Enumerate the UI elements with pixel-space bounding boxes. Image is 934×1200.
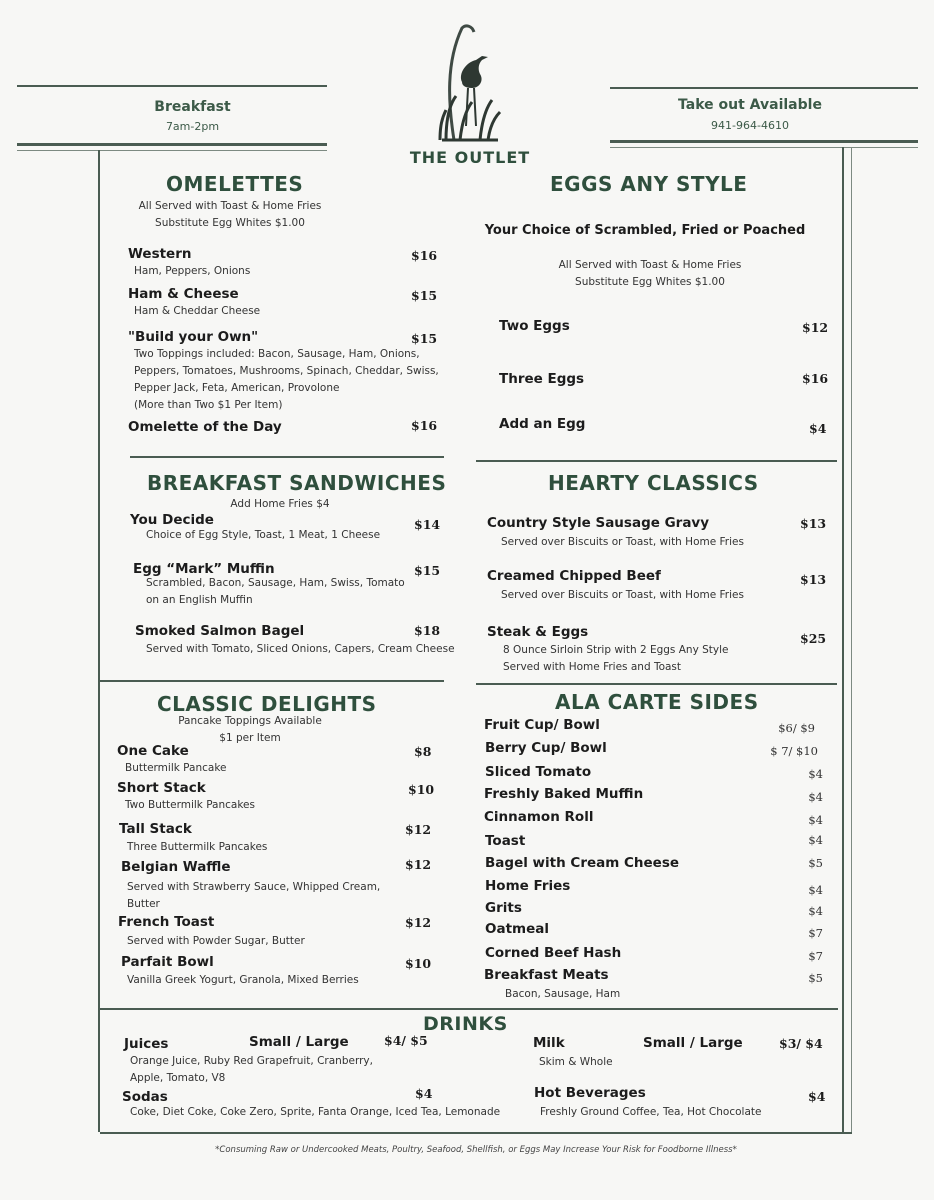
omelettes-note-2: Substitute Egg Whites $1.00 [155,217,305,229]
header-right-bottom-rule [610,140,918,143]
delight-name: Belgian Waffle [121,859,231,875]
side-price: $ 7/ $10 [770,744,818,758]
delight-desc: Butter [127,898,160,910]
delight-price: $12 [405,857,432,872]
milk-desc: Skim & Whole [539,1056,613,1068]
eggs-note-2: Substitute Egg Whites $1.00 [575,276,725,288]
eggs-item-price: $16 [802,371,829,386]
delight-name: One Cake [117,743,189,759]
eggs-note-1: All Served with Toast & Home Fries [558,259,742,271]
header-left-bottom-rule [17,143,327,146]
delight-name: Tall Stack [119,821,192,837]
hearty-item-desc: 8 Ounce Sirloin Strip with 2 Eggs Any Style [503,644,729,656]
milk-size: Small / Large [643,1035,743,1051]
breakfast-hours: 7am-2pm [165,120,220,133]
delight-name: French Toast [118,914,215,930]
omelette-desc: Pepper Jack, Feta, American, Provolone [134,382,340,394]
delight-desc: Served with Powder Sugar, Butter [127,935,305,947]
juices-desc: Apple, Tomato, V8 [130,1072,226,1084]
delights-note-1: Pancake Toppings Available [178,715,322,727]
omelettes-note-1: All Served with Toast & Home Fries [138,200,322,212]
delight-price: $8 [414,744,432,759]
sandwich-name: You Decide [130,512,214,528]
sandwich-price: $14 [414,517,441,532]
eggs-item-price: $12 [802,320,829,335]
hot-beverages-desc: Freshly Ground Coffee, Tea, Hot Chocolate [540,1106,762,1118]
sides-title: ALA CARTE SIDES [555,690,759,714]
eggs-item-name: Two Eggs [499,318,570,334]
milk-price: $3/ $4 [779,1036,823,1051]
side-price: $4 [808,813,823,827]
omelette-name: Ham & Cheese [128,286,239,302]
hearty-item-desc: Served with Home Fries and Toast [503,661,682,673]
sandwich-price: $15 [414,563,441,578]
side-name: Fruit Cup/ Bowl [484,717,600,733]
delight-price: $10 [408,782,435,797]
side-price: $4 [808,883,823,897]
sandwich-name: Smoked Salmon Bagel [135,623,305,639]
side-name: Corned Beef Hash [485,945,622,961]
omelette-desc: Peppers, Tomatoes, Mushrooms, Spinach, Cheddar, Swiss, [134,365,439,377]
sodas-desc: Coke, Diet Coke, Coke Zero, Sprite, Fanta Orange, Iced Tea, Lemonade [130,1106,501,1118]
delight-price: $12 [405,915,432,930]
juices-price: $4/ $5 [384,1033,428,1048]
phone-number: 941-964-4610 [711,119,789,132]
eggs-choice: Your Choice of Scrambled, Fried or Poached [484,223,806,238]
restaurant-name: THE OUTLET [409,148,531,167]
milk-name: Milk [533,1035,565,1051]
hearty-item-name: Steak & Eggs [487,624,589,640]
side-price: $4 [808,767,823,781]
omelette-price: $15 [411,288,438,303]
omelette-desc: Two Toppings included: Bacon, Sausage, Ham, Onions, [134,348,420,360]
omelette-name: Western [128,246,192,262]
breakfast-meats-desc: Bacon, Sausage, Ham [505,988,621,1000]
header-right-bottom-rule-2 [610,147,918,148]
side-price: $7 [808,926,823,940]
breakfast-label: Breakfast [154,99,231,115]
side-name: Cinnamon Roll [484,809,594,825]
hearty-item-desc: Served over Biscuits or Toast, with Home Fries [501,589,744,601]
omelette-desc: Ham & Cheddar Cheese [134,305,261,317]
rule-row-2 [130,456,444,458]
hearty-item-price: $25 [800,631,827,646]
delight-name: Parfait Bowl [121,954,214,970]
sandwich-price: $18 [414,623,441,638]
side-name: Berry Cup/ Bowl [485,740,607,756]
rule-bottom [100,1132,852,1134]
hearty-item-price: $13 [800,572,827,587]
delight-desc: Three Buttermilk Pancakes [127,841,268,853]
frame-right-rule-2 [851,147,852,1132]
side-name: Breakfast Meats [484,967,609,983]
rule-row-3 [100,680,444,682]
delight-desc: Two Buttermilk Pancakes [125,799,255,811]
hot-beverages-name: Hot Beverages [534,1085,646,1101]
side-price: $4 [808,833,823,847]
omelette-name: Omelette of the Day [128,419,282,435]
side-name: Grits [485,900,522,916]
foodborne-warning: *Consuming Raw or Undercooked Meats, Poultry, Seafood, Shellfish, or Eggs May Increase Your Risk for Foodborne Illness* [215,1145,737,1155]
header-left-bottom-rule-2 [17,150,327,151]
eggs-title: EGGS ANY STYLE [550,172,748,196]
drinks-title: DRINKS [423,1013,508,1035]
rule-drinks [100,1008,838,1010]
hearty-title: HEARTY CLASSICS [548,471,759,495]
rule-row-3-right [476,683,837,685]
juices-desc: Orange Juice, Ruby Red Grapefruit, Cranberry, [130,1055,373,1067]
hearty-item-name: Country Style Sausage Gravy [487,515,710,531]
delight-name: Short Stack [117,780,206,796]
sandwich-desc: Scrambled, Bacon, Sausage, Ham, Swiss, Tomato [146,577,405,589]
side-name: Oatmeal [485,921,549,937]
side-name: Freshly Baked Muffin [484,786,644,802]
hearty-item-name: Creamed Chipped Beef [487,568,661,584]
side-price: $4 [808,904,823,918]
eggs-item-name: Add an Egg [499,416,586,432]
hot-beverages-price: $4 [808,1089,826,1104]
omelettes-title: OMELETTES [166,172,304,196]
header-right-top-rule [610,87,918,89]
hearty-item-desc: Served over Biscuits or Toast, with Home Fries [501,536,744,548]
sandwich-name: Egg “Mark” Muffin [133,561,275,577]
sandwich-desc: on an English Muffin [146,594,253,606]
sodas-price: $4 [415,1086,433,1101]
frame-left-rule [98,150,100,1132]
sandwich-desc: Served with Tomato, Sliced Onions, Capers, Cream Cheese [146,643,455,655]
delights-note-2: $1 per Item [219,732,281,744]
rule-row-2-right [476,460,837,462]
sandwich-desc: Choice of Egg Style, Toast, 1 Meat, 1 Cheese [146,529,381,541]
juices-name: Juices [124,1036,169,1052]
omelette-price: $16 [411,248,438,263]
side-name: Sliced Tomato [485,764,592,780]
delight-price: $10 [405,956,432,971]
delights-title: CLASSIC DELIGHTS [157,692,377,716]
side-name: Bagel with Cream Cheese [485,855,680,871]
juices-size: Small / Large [249,1034,349,1050]
heron-logo-icon [432,22,504,142]
sandwiches-note: Add Home Fries $4 [230,498,330,510]
hearty-item-price: $13 [800,516,827,531]
side-price: $6/ $9 [778,721,815,735]
side-price: $4 [808,790,823,804]
omelette-desc: (More than Two $1 Per Item) [134,399,283,411]
delight-desc: Vanilla Greek Yogurt, Granola, Mixed Berries [127,974,359,986]
omelette-desc: Ham, Peppers, Onions [134,265,251,277]
eggs-item-name: Three Eggs [499,371,585,387]
side-price: $5 [808,856,823,870]
omelette-price: $15 [411,331,438,346]
eggs-item-price: $4 [809,421,827,436]
delight-desc: Buttermilk Pancake [125,762,227,774]
omelette-price: $16 [411,418,438,433]
delight-price: $12 [405,822,432,837]
sodas-name: Sodas [122,1089,168,1105]
frame-right-rule [842,147,844,1132]
omelette-name: "Build your Own" [128,329,259,345]
takeout-label: Take out Available [678,97,822,113]
side-name: Home Fries [485,878,571,894]
header-left-top-rule [17,85,327,87]
delight-desc: Served with Strawberry Sauce, Whipped Cream, [127,881,381,893]
side-price: $5 [808,971,823,985]
side-price: $7 [808,949,823,963]
side-name: Toast [485,833,526,849]
sandwiches-title: BREAKFAST SANDWICHES [147,471,447,495]
